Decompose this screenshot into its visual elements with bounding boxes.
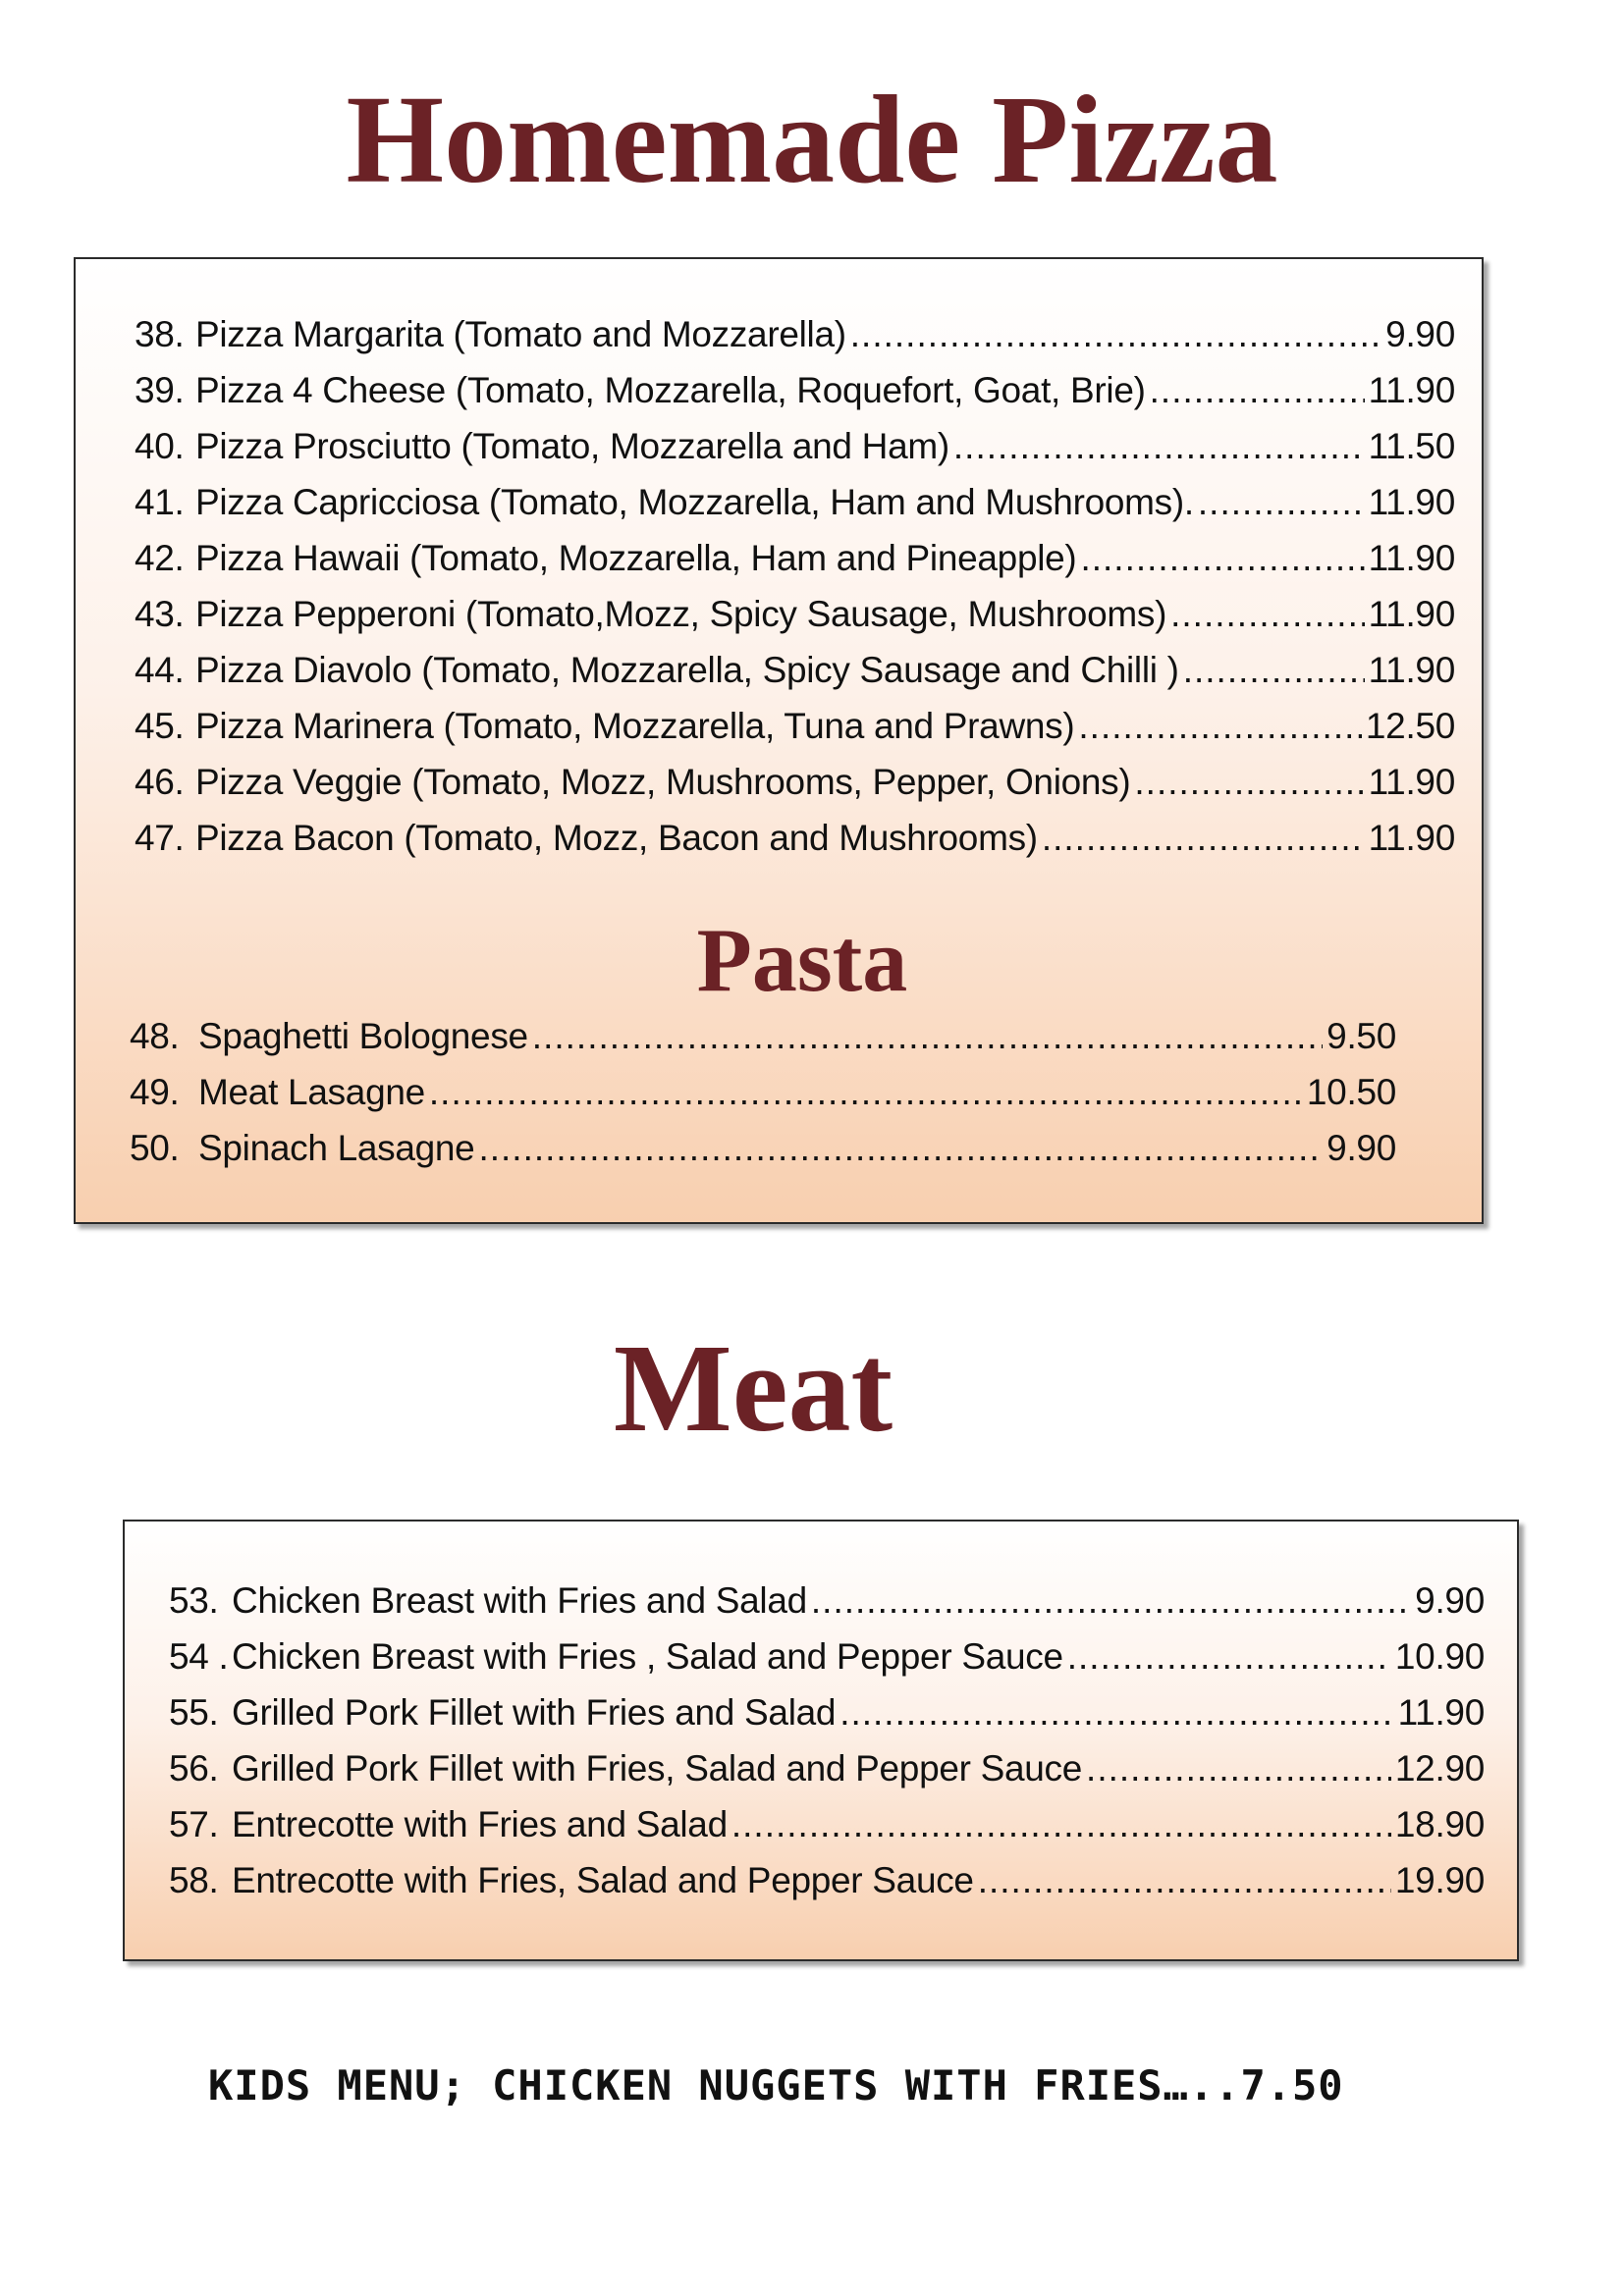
menu-item [135, 530, 1455, 586]
dot-leader [1067, 1629, 1391, 1684]
menu-item-name: Chicken Breast with Fries and Salad [232, 1580, 807, 1621]
menu-item [135, 642, 1455, 698]
menu-item [130, 1008, 1396, 1064]
menu-item-price: 12.50 [1365, 706, 1455, 746]
dot-leader [1078, 698, 1362, 754]
dot-leader [429, 1064, 1303, 1120]
dot-leader [978, 1852, 1391, 1908]
menu-item-number: 41. [135, 482, 185, 522]
kids-menu-line: KIDS MENU; CHICKEN NUGGETS WITH FRIES…..7.50 [208, 2061, 1344, 2109]
menu-item-name: Pizza Pepperoni (Tomato,Mozz, Spicy Sausage, Mushrooms) [195, 594, 1167, 634]
menu-item-price: 19.90 [1394, 1860, 1485, 1900]
menu-item-name: Pizza Diavolo (Tomato, Mozzarella, Spicy Sausage and Chilli ) [195, 650, 1179, 690]
pizza-item-list [135, 306, 1455, 866]
menu-item-price: 11.90 [1368, 818, 1455, 858]
menu-item-name: Spaghetti Bolognese [198, 1016, 528, 1056]
menu-item-price: 9.90 [1385, 314, 1455, 354]
menu-item [130, 1064, 1396, 1120]
menu-item-price: 18.90 [1394, 1804, 1485, 1844]
menu-item-number: 42. [135, 538, 185, 578]
menu-item-name: Chicken Breast with Fries , Salad and Pepper Sauce [232, 1636, 1063, 1677]
menu-item-name: Spinach Lasagne [198, 1128, 475, 1168]
menu-item-number: 56. [169, 1748, 219, 1789]
menu-item-name: Pizza Hawaii (Tomato, Mozzarella, Ham and Pineapple) [195, 538, 1077, 578]
menu-item [135, 586, 1455, 642]
dot-leader [1183, 642, 1365, 698]
dot-leader [1198, 474, 1365, 530]
menu-item-name: Grilled Pork Fillet with Fries, Salad and Pepper Sauce [232, 1748, 1083, 1789]
menu-item-price: 11.90 [1397, 1692, 1485, 1733]
pasta-item-list [130, 1008, 1396, 1176]
menu-item [135, 810, 1455, 866]
menu-item [169, 1740, 1485, 1796]
menu-item-price: 9.50 [1326, 1016, 1396, 1056]
menu-item-number: 53. [169, 1580, 219, 1621]
menu-item-number: 39. [135, 370, 185, 410]
menu-item-name: Grilled Pork Fillet with Fries and Salad [232, 1692, 837, 1733]
dot-leader [850, 306, 1381, 362]
dot-leader [953, 418, 1365, 474]
menu-item-number: 38. [135, 314, 185, 354]
dot-leader [1150, 362, 1365, 418]
dot-leader [1080, 530, 1364, 586]
menu-item-name: Pizza Prosciutto (Tomato, Mozzarella and Ham) [195, 426, 949, 466]
menu-item [169, 1573, 1485, 1629]
menu-item-number: 57. [169, 1804, 219, 1844]
menu-item-number: 43. [135, 594, 185, 634]
menu-item-name: Meat Lasagne [198, 1072, 425, 1112]
menu-item-name: Pizza Margarita (Tomato and Mozzarella) [195, 314, 846, 354]
menu-item-number: 44. [135, 650, 185, 690]
menu-item [135, 754, 1455, 810]
menu-item [135, 306, 1455, 362]
meat-menu-box [123, 1520, 1519, 1961]
menu-item-number: 48. [130, 1016, 180, 1056]
menu-item-price: 11.50 [1368, 426, 1455, 466]
menu-item-name: Pizza Capricciosa (Tomato, Mozzarella, Ham and Mushrooms). [195, 482, 1194, 522]
menu-item [169, 1796, 1485, 1852]
menu-item-number: 58. [169, 1860, 219, 1900]
menu-item [135, 474, 1455, 530]
menu-item-price: 11.90 [1368, 538, 1455, 578]
dot-leader [1086, 1740, 1391, 1796]
meat-section-title: Meat [613, 1318, 893, 1458]
dot-leader [839, 1684, 1393, 1740]
menu-item-price: 11.90 [1368, 482, 1455, 522]
menu-item [130, 1120, 1396, 1176]
menu-item-number: 45. [135, 706, 185, 746]
menu-item-number: 50. [130, 1128, 180, 1168]
menu-item-price: 11.90 [1368, 594, 1455, 634]
menu-item-name: Pizza Bacon (Tomato, Mozz, Bacon and Mushrooms) [195, 818, 1038, 858]
dot-leader [811, 1573, 1411, 1629]
menu-item [169, 1684, 1485, 1740]
meat-item-list [169, 1573, 1485, 1908]
menu-item-price: 11.90 [1368, 370, 1455, 410]
menu-item-name: Pizza Veggie (Tomato, Mozz, Mushrooms, Pepper, Onions) [195, 762, 1131, 802]
menu-item-number: 55. [169, 1692, 219, 1733]
menu-item-name: Entrecotte with Fries and Salad [232, 1804, 728, 1844]
menu-item-price: 10.50 [1306, 1072, 1396, 1112]
menu-item-number: 49. [130, 1072, 180, 1112]
menu-item-name: Pizza Marinera (Tomato, Mozzarella, Tuna and Prawns) [195, 706, 1075, 746]
pizza-pasta-menu-box [74, 257, 1484, 1224]
menu-item-price: 12.90 [1394, 1748, 1485, 1789]
menu-item [135, 418, 1455, 474]
dot-leader [1042, 810, 1365, 866]
dot-leader [478, 1120, 1323, 1176]
pasta-section-title: Pasta [696, 910, 908, 1010]
menu-item-number: 46. [135, 762, 185, 802]
menu-item [169, 1852, 1485, 1908]
dot-leader [731, 1796, 1391, 1852]
menu-item-price: 11.90 [1368, 650, 1455, 690]
menu-item-number: 40. [135, 426, 185, 466]
menu-item-price: 9.90 [1415, 1580, 1485, 1621]
menu-item-price: 9.90 [1326, 1128, 1396, 1168]
dot-leader [532, 1008, 1323, 1064]
dot-leader [1134, 754, 1364, 810]
menu-item-price: 11.90 [1368, 762, 1455, 802]
menu-item [135, 362, 1455, 418]
menu-item-number: 47. [135, 818, 185, 858]
pizza-section-title: Homemade Pizza [346, 70, 1278, 209]
menu-item [135, 698, 1455, 754]
menu-item [169, 1629, 1485, 1684]
menu-item-price: 10.90 [1394, 1636, 1485, 1677]
menu-item-number: 54 . [169, 1636, 229, 1677]
menu-item-name: Pizza 4 Cheese (Tomato, Mozzarella, Roquefort, Goat, Brie) [195, 370, 1146, 410]
dot-leader [1170, 586, 1365, 642]
menu-item-name: Entrecotte with Fries, Salad and Pepper Sauce [232, 1860, 974, 1900]
